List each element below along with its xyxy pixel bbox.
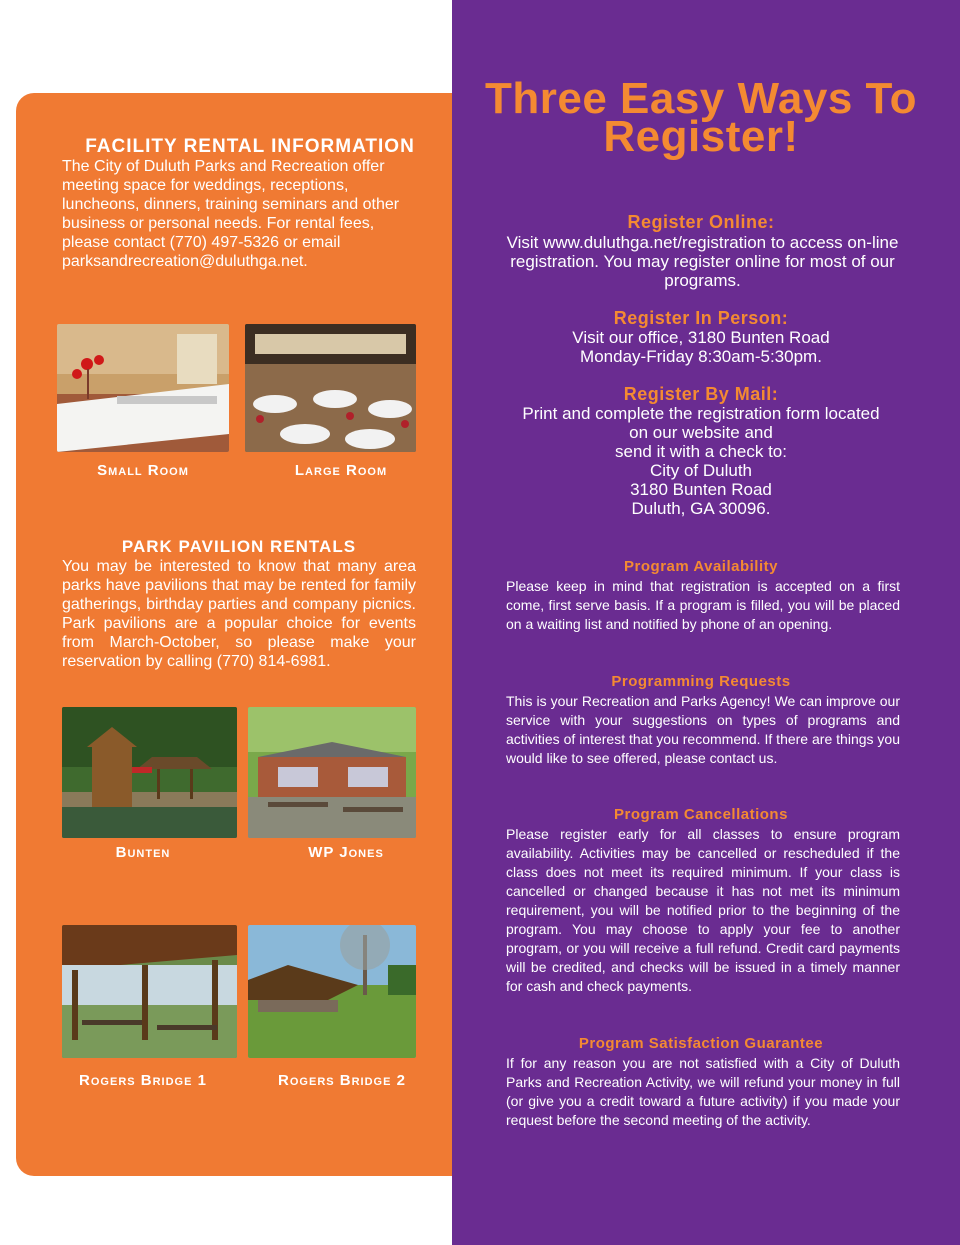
- in-person-line-2: Monday-Friday 8:30am-5:30pm.: [580, 347, 822, 366]
- mail-line-3: send it with a check to:: [615, 442, 787, 461]
- programming-requests-heading: Programming Requests: [611, 673, 791, 690]
- rogers-bridge-1-photo: [62, 925, 237, 1058]
- program-cancellations-text: Please register early for all classes to ensure program availability. Activities may be cancelled or rescheduled if the class does not meet its required minimum. If your class is cancelled or changed because it has not met its minimum requirement, you will be notified prior to the beginning of the program. You may choose to apply your fee to another program, or you will receive a full refund. Credit card payments will be credited, and checks will be issued in a timely manner for cash and check payments.: [506, 826, 900, 994]
- mail-line-1: Print and complete the registration form located: [522, 404, 880, 423]
- facility-rental-text: The City of Duluth Parks and Recreation offer meeting space for weddings, receptions, luncheons, dinners, training seminars and other business or personal needs. For rental fees, please contact (770) 497-5326 or email parksandrecreation@duluthga.net.: [62, 158, 400, 270]
- small-room-photo: [57, 324, 229, 452]
- satisfaction-guarantee-heading: Program Satisfaction Guarantee: [578, 1035, 824, 1052]
- small-room-caption: Small Room: [97, 462, 189, 479]
- programming-requests-text: This is your Recreation and Parks Agency! We can improve our service with your suggestions on types of programs and activities of interest that you recommend. If there are things you would like to see offered, please contact us.: [506, 693, 900, 766]
- program-cancellations-heading: Program Cancellations: [614, 806, 788, 823]
- park-pavilion-text: You may be interested to know that many area parks have pavilions that may be rented for family gatherings, birthday parties and company picnics. Park pavilions are a popular choice for events from March-October, so please make your reservation by calling (770) 814-6981.: [62, 558, 416, 670]
- rogers-bridge-2-photo: [248, 925, 416, 1058]
- large-room-photo: [245, 324, 416, 452]
- in-person-line-1: Visit our office, 3180 Bunten Road: [572, 328, 830, 347]
- program-availability-text: Please keep in mind that registration is accepted on a first come, first serve basis. If a program is filled, you will be placed on a waiting list and notified by phone of an opening.: [506, 578, 900, 632]
- park-pavilion-heading: PARK PAVILION RENTALS: [121, 537, 357, 556]
- register-by-mail-heading: Register By Mail:: [623, 384, 779, 404]
- bunten-photo: [62, 707, 237, 838]
- mail-line-2: on our website and: [629, 423, 773, 442]
- mail-line-5: 3180 Bunten Road: [630, 480, 772, 499]
- satisfaction-guarantee-text: If for any reason you are not satisfied with a City of Duluth Parks and Recreation Activity, we will refund your money in full (or give you a credit toward a future activity) if you made your request before the second meeting of the activity.: [506, 1055, 900, 1128]
- mail-line-4: City of Duluth: [649, 461, 753, 480]
- register-in-person-heading: Register In Person:: [613, 308, 789, 328]
- bunten-caption: Bunten: [115, 844, 171, 861]
- rogers-bridge-2-caption: Rogers Bridge 2: [278, 1072, 406, 1089]
- register-title: Three Easy Ways To Register!: [484, 74, 918, 161]
- program-availability-heading: Program Availability: [624, 558, 778, 575]
- rogers-bridge-1-caption: Rogers Bridge 1: [79, 1072, 207, 1089]
- register-online-text: Visit www.duluthga.net/registration to access on-line registration. You may register online for most of our programs.: [506, 233, 899, 290]
- mail-line-6: Duluth, GA 30096.: [631, 499, 771, 518]
- wp-jones-caption: WP Jones: [308, 844, 384, 861]
- large-room-caption: Large Room: [294, 462, 388, 479]
- facility-rental-heading: FACILITY RENTAL INFORMATION: [85, 136, 415, 157]
- register-online-heading: Register Online:: [627, 212, 775, 232]
- wp-jones-photo: [248, 707, 416, 838]
